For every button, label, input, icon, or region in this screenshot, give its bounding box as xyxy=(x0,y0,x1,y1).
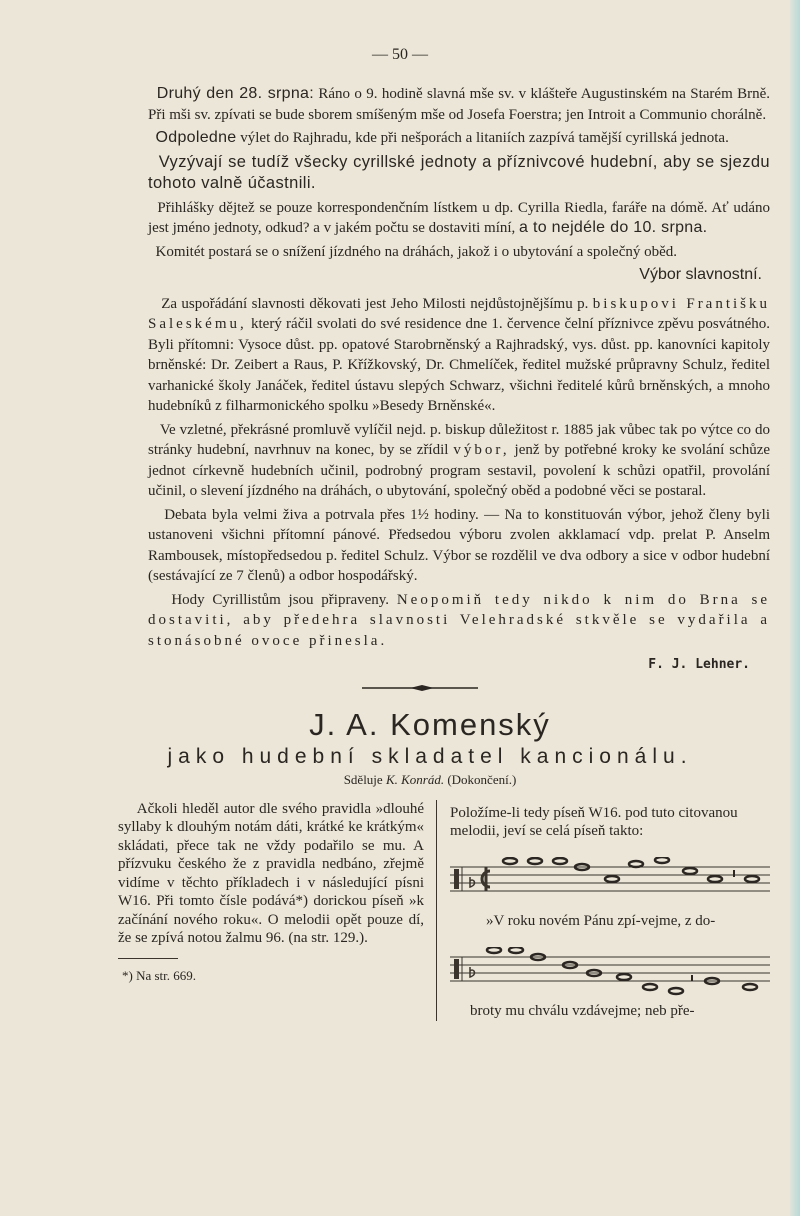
right-column xyxy=(436,800,770,1021)
r2-spaced: výbor, xyxy=(453,442,510,458)
r1-spaced: biskupovi Františku Saleskému, xyxy=(148,295,771,332)
report-p4 xyxy=(148,590,770,652)
r4a: Hody Cyrillistům jsou připraveny. xyxy=(171,591,390,608)
p5-text: Komitét postará se o snížení jízdného na dráhách, jakož i o ubytování a společný oběd. xyxy=(155,243,678,260)
byline-suffix: (Dokončení.) xyxy=(447,771,517,787)
left-column-text: Ačkoli hleděl autor dle svého pravidla »dlouhé syllaby k dlouhým notám dáti, krátké ke krátkým« skládati, přece tak ne vždy podařilo se mu. A přízvuku českého že z pravidla nedbáno, zřejmě vidíme v těchto příkladech i v následující písni W16. Při tomto čísle podává*) dorickou píseň »k začínání nového roku«. O melodii opět pouze dí, že se zpívá notou žalmu 96. (na str. 129.). xyxy=(118,800,424,946)
report-p2 xyxy=(148,420,770,502)
r2b: jenž by potřebné kroky ke svolání schůze jednot církevně hudebních učinil, podrobný program sestavil, povolení k schůzi opatřil, provolání učinil, o slevení jízdného na dráhách, o ubytování, společný oběd a podobné věci se postaral. xyxy=(148,442,771,499)
r3: Debata byla velmi živa a potrvala přes 1½ hodiny. — Na to konstituován výbor, jehož členy byli ustanoveni všichni přítomní pánové. Předsedou výboru zvolen akklamací vdp. prelat P. Anselm Rambousek, místopředsedou p. ředitel Schulz. Výbor se rozdělil ve dva odbory a sice v odbor hudební (sestávající ze 7 členů) a odbor hospodářský. xyxy=(148,506,771,584)
article-columns xyxy=(118,800,770,1061)
announcement-p5 xyxy=(148,242,770,263)
scan-edge xyxy=(790,0,800,1216)
r1a: Za uspořádání slavnosti děkovati jest Jeho Milosti nejdůstojnějšímu p. xyxy=(161,295,589,312)
report-p3 xyxy=(148,505,770,587)
signature-lehner: F. J. Lehner. xyxy=(648,657,750,672)
signature-committee: Výbor slavnostní. xyxy=(639,266,762,283)
right-column-text: Položíme-li tedy píseň W16. pod tuto citovanou melodii, jeví se celá píseň takto: xyxy=(450,804,738,839)
announcement-p1 xyxy=(148,84,770,125)
main-text xyxy=(148,84,770,676)
ornament-divider xyxy=(360,684,480,692)
lead-day-two: Druhý den 28. srpna: xyxy=(156,85,314,102)
announcement-p3 xyxy=(148,152,770,195)
byline-author: K. Konrád. xyxy=(385,771,445,787)
p4-tail: a to nejdéle do 10. srpna. xyxy=(519,219,708,236)
article-subtitle: jako hudební skladatel kancionálu. xyxy=(167,744,693,768)
music-staff-2 xyxy=(450,947,770,997)
announcement-p4 xyxy=(148,198,770,239)
p4-text: Přihlášky dějtež se pouze korrespondenčním lístkem u dp. Cyrilla Riedla, faráře na dómě. Ať udáno jest jméno jednoty, odkud? a v jakém počtu se dostaviti míní, xyxy=(148,199,770,236)
report-p1 xyxy=(148,294,770,417)
footnote: *) Na str. 669. xyxy=(122,967,197,983)
left-column xyxy=(118,800,436,1021)
p1-text: Ráno o 9. hodině slavná mše sv. v klášteře Augustinském na Starém Brně. Při mši sv. zpívati se bude sborem smíšeným mše od Josefa Foerstra; jen Introit a Communio chorálně. xyxy=(148,86,770,123)
announcement-p2 xyxy=(148,128,770,149)
r1b: který ráčil svolati do své residence dne 1. července čelní příznivce zpěvu posvátného. Byli přítomni: Vysoce důst. pp. opatové Starobrněnský a Rajhradský, vys. důst. pp. kanovníci kapitoly brněnské: Dr. Zeibert a Raus, P. Křížkovský, Dr. Chmelíček, ředitel mužské průpravny Schulz, ředitel varhanické školy Janáček, ředitel ústavu slepých Schwarz, všichni ředitelé kůrů brněnských, a mnoho hudebníků z filharmonického spolku »Besedy Brněnské«. xyxy=(148,316,771,414)
music-staff-1 xyxy=(450,857,770,907)
r2a: Ve vzletné, překrásné promluvě vylíčil nejd. p. biskup důležitost r. 1885 jak vůbec tak po výtce co do stránky hudební, navrhnuv na konec, by se zřídil xyxy=(148,421,770,458)
lead-afternoon: Odpoledne xyxy=(155,129,237,146)
p3-text: Vyzývají se tudíž všecky cyrillské jednoty a příznivcové hudební, aby se sjezdu tohoto valně účastnili. xyxy=(148,152,770,192)
footnote-rule xyxy=(118,958,178,959)
lyric-line-1: »V roku novém Pánu zpí-vejme, z do- xyxy=(486,912,716,929)
article-byline xyxy=(0,770,800,790)
byline-prefix: Sděluje xyxy=(343,771,383,787)
page-number: — 50 — xyxy=(372,46,428,63)
article-title: J. A. Komenský xyxy=(309,706,551,742)
lyric-line-2: broty mu chválu vzdávejme; neb pře- xyxy=(470,1002,695,1019)
p2-text: výlet do Rajhradu, kde při nešporách a litaniích zazpívá tamější cyrillská jednota. xyxy=(240,130,729,146)
r4-spaced: Neopomiň tedy nikdo k nim do Brna se dostaviti, aby předehra slavnosti Velehradské stkvěle se vydařila a stonásobné ovoce přinesla. xyxy=(148,591,771,649)
